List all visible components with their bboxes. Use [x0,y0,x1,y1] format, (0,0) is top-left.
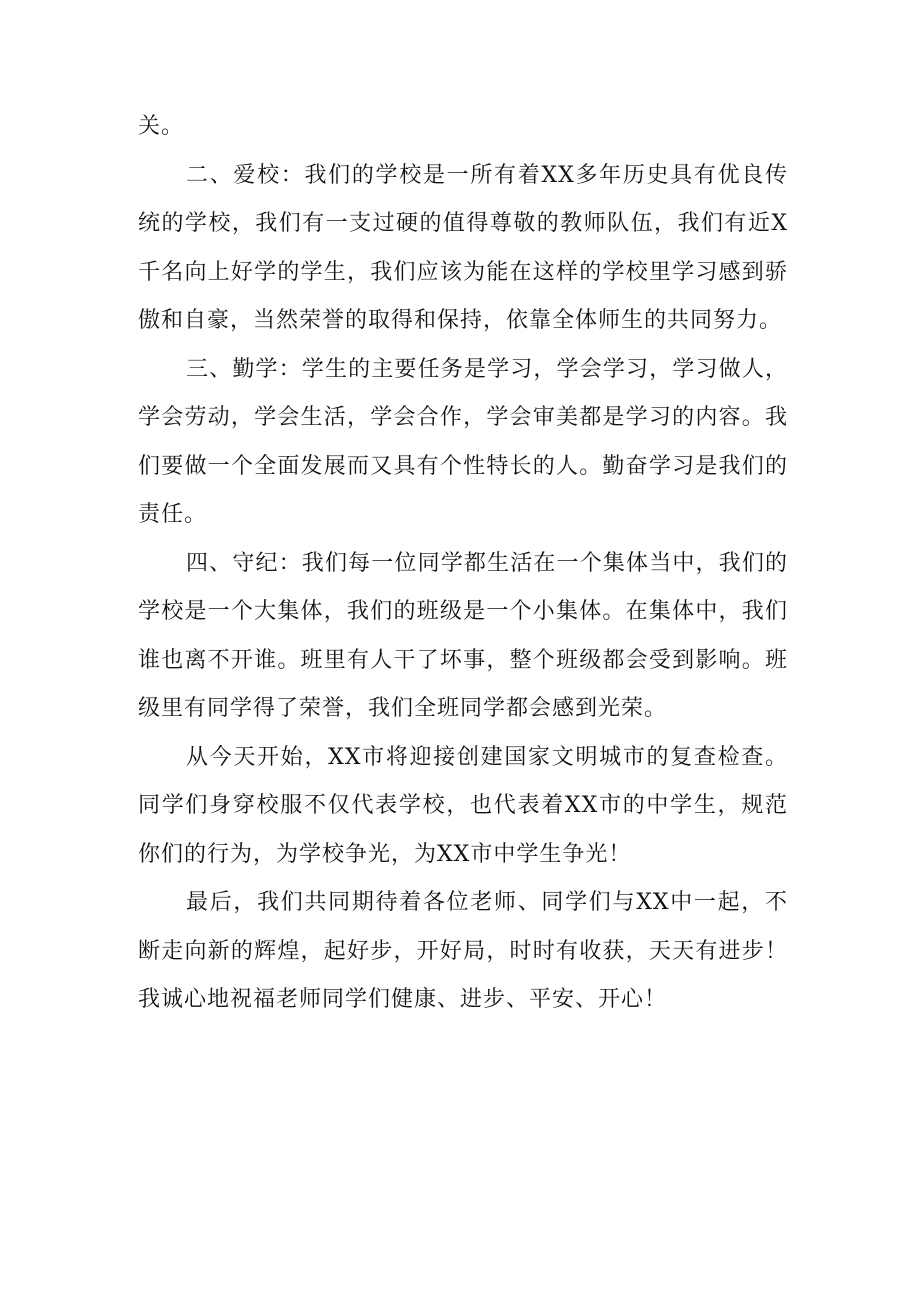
paragraph-love-school: 二、爱校：我们的学校是一所有着XX多年历史具有优良传统的学校，我们有一支过硬的值得尊敬的教师队伍，我们有近X千名向上好学的学生，我们应该为能在这样的学校里学习感到骄傲和自豪，当然荣誉的取得和保持，依靠全体师生的共同努力。 [138,162,788,333]
paragraph-diligent-study: 三、勤学：学生的主要任务是学习，学会学习，学习做人，学会劳动，学会生活，学会合作，学会审美都是学习的内容。我们要做一个全面发展而又具有个性特长的人。勤奋学习是我们的责任。 [138,356,788,527]
paragraph-continuation: 关。 [138,114,185,139]
paragraph-civilized-city: 从今天开始，XX市将迎接创建国家文明城市的复查检查。同学们身穿校服不仅代表学校，也代表着XX市的中学生，规范你们的行为，为学校争光，为XX市中学生争光！ [138,744,788,867]
paragraph-closing: 最后，我们共同期待着各位老师、同学们与XX中一起，不断走向新的辉煌，起好步，开好局，时时有收获，天天有进步！我诚心地祝福老师同学们健康、进步、平安、开心！ [138,890,788,1012]
paragraph-discipline: 四、守纪：我们每一位同学都生活在一个集体当中，我们的学校是一个大集体，我们的班级是一个小集体。在集体中，我们谁也离不开谁。班里有人干了坏事，整个班级都会受到影响。班级里有同学得了荣誉，我们全班同学都会感到光荣。 [138,550,788,721]
document-body [138,103,788,1025]
